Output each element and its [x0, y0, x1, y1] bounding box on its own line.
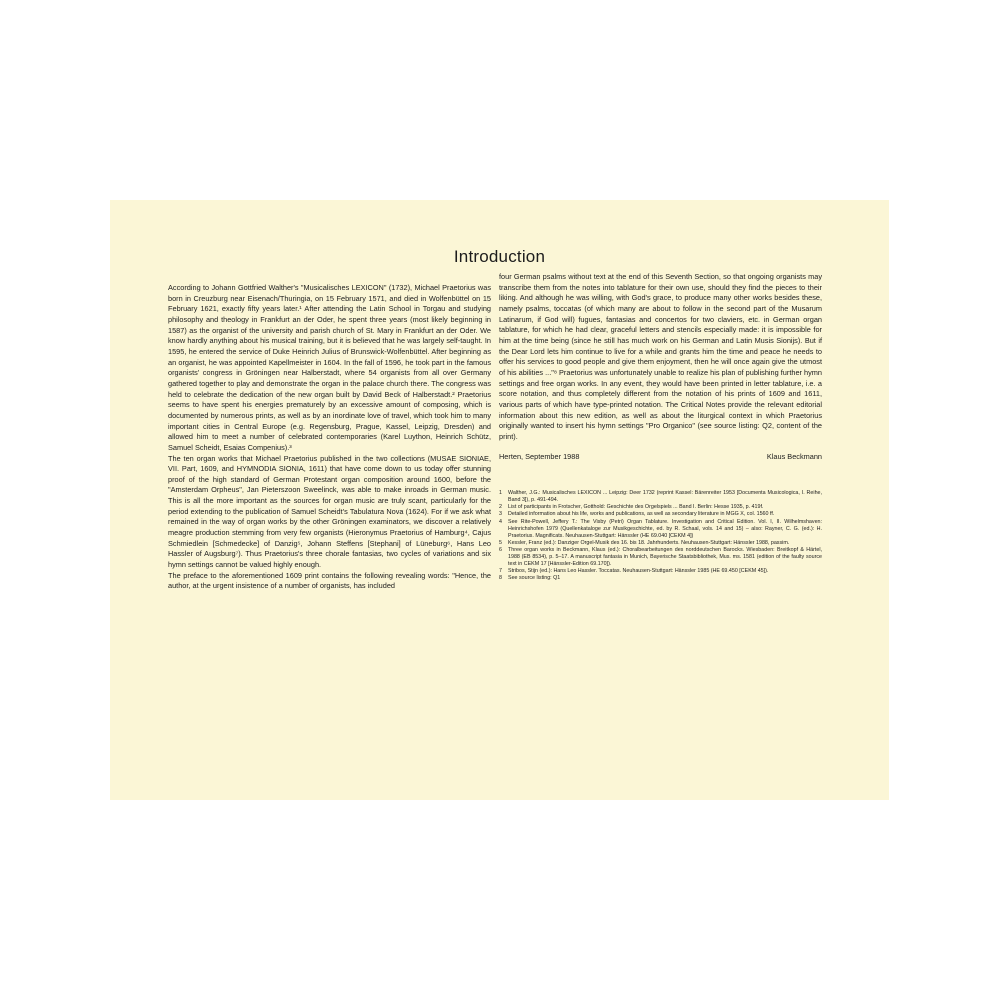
footnote — [499, 547, 822, 568]
footnotes — [499, 490, 822, 582]
footnote-number: 5 — [499, 539, 502, 546]
footnote-text: Walther, J.G.: Musicalisches LEXICON ... Leipzig: Deer 1732 (reprint Kassel: Bärenreiter 1953 [Documenta Musicologica, I. Reihe, Band 3]), p. 491-494. — [508, 490, 822, 504]
right-column — [499, 272, 822, 582]
footnote-text: Stribos, Stijn (ed.): Hans Leo Hassler. Toccatas. Neuhausen-Stuttgart: Hänssler 1985 (HE 69.450 [CEKM 45]). — [508, 568, 769, 575]
footnote-text: Detailed information about his life, works and publications, as well as secondary literature in MGG X, col. 1560 ff. — [508, 511, 775, 518]
footnote-text: Three organ works in Beckmann, Klaus (ed.): Choralbearbeitungen des norddeutschen Barocks. Wiesbaden: Breitkopf & Härtel, 1988 (EB 8534), p. 5–17. A manuscript fantasia in Munich, Bayerische Staatsbibliothek, Mus. ms. 1581 (edition of the faulty source text in CEKM 17 [Hänssler-Edition 69.170]). — [508, 546, 822, 568]
paragraph-preface: The preface to the aforementioned 1609 print contains the following revealing words: "Hence, the author, at the urgent insistence of a number of organists, has included — [168, 570, 491, 591]
footnote-number: 6 — [499, 546, 502, 553]
document-page — [110, 200, 889, 800]
footnote — [499, 568, 822, 575]
footnote — [499, 511, 822, 518]
page-title: Introduction — [453, 247, 546, 266]
footnote-number: 2 — [499, 504, 502, 511]
signature-author: Klaus Beckmann — [766, 451, 822, 461]
footnote — [499, 504, 822, 511]
footnote — [499, 540, 822, 547]
footnote — [499, 490, 822, 504]
footnote-text: Kessler, Franz (ed.): Danziger Orgel-Musik des 16. bis 18. Jahrhunderts. Neuhausen-Stuttgart: Hänssler 1988, passim. — [508, 539, 790, 546]
paragraph-organ-works: The ten organ works that Michael Praetorius published in the two collections (MUSAE SIONIAE, VII. Part, 1609, and HYMNODIA SIONIA, 1611) that have come down to us today offer stunning proof of the high standard of German Protestant organ composition around 1600, before the "Amsterdam Orpheus", Jan Pieterszoon Sweelinck, was able to make inroads in German music. This is all the more important as the sources for organ music are truly scant, particularly for the period extending to the publication of Samuel Scheidt's Tabulatura Nova (1624). For if we ask what remained in the way of organ works by the other Gröningen examinators, we discover a relatively meagre production stemming from very few organists (Hieronymus Praetorius of Hamburg⁴, Cajus Schmiedlein [Schmedecke] of Danzig⁵, Johann Steffens [Stephani] of Lüneburg⁶, Hans Leo Hassler of Augsburg⁷). Thus Praetorius's three chorale fantasias, two cycles of variations and six hymn settings cannot be valued highly enough. — [168, 453, 491, 570]
footnote-text: See source listing: Q1 — [508, 575, 561, 582]
footnote-text: See Rite-Powell, Jeffery T.: The Visby (Petri) Organ Tablature. Investigation and Critical Edition. Vol. I, II. Wilhelmshaven: Heinrichshofen 1979 (Quellenkataloge zur Musikgeschichte, ed. by R. Schaal, vols. 14 and 15) – also: Rayner, C. G. (ed.): H. Praetorius. Magnificats. Neuhausen-Stuttgart: Hänssler (HE 69.040 [CEKM 4]) — [508, 518, 822, 539]
footnote-number: 4 — [499, 518, 502, 525]
footnote — [499, 519, 822, 540]
paragraph-preface-continued: four German psalms without text at the end of this Seventh Section, so that ongoing organists may transcribe them from the notes into tablature for their own use, should they find the pieces to their liking. And although he was willing, with God's grace, to produce many other works besides these, namely psalms, toccatas (of which many are about to follow in the second part of the Musarum Latinarum, if God will) fugues, fantasias and concertos for two claviers, etc. in German organ tablature, for which he had clear, graceful letters and stencils especially made: it is impossible for him at the time being (since he still has much work on his German and Latin Musis Sionijs). But if the Dear Lord lets him continue to live for a while and grants him the time and peace he needs to offer his services to good people and give them enjoyment, then he will once again give the utmost of his abilities ..."⁸ Praetorius was unfortunately unable to realize his plan of publishing further hymn settings and free organ works. In any event, they would have been printed in letter tablature, i.e. a score notation, and thus completely different from the notation of his prints of 1609 and 1611, various parts of which have type-printed notation. The Critical Notes provide the relevant editorial information about this new edition, as well as about the liturgical context in which Praetorius originally wanted to insert his hymn settings "Pro Organico" (see source listing: Q2, content of the print). — [499, 272, 822, 441]
signature-line — [499, 452, 822, 463]
left-column — [168, 283, 491, 592]
footnote — [499, 575, 822, 582]
paragraph-biography: According to Johann Gottfried Walther's "Musicalisches LEXICON" (1732), Michael Praetorius was born in Creuzburg near Eisenach/Thuringia, on 15 February 1571, and died in Wolfenbüttel on 15 February 1621, exactly fifty years later.¹ After attending the Latin School in Torgau and studying philosophy and theology in Frankfurt an der Oder, he spent three years (most likely beginning in 1587) as the organist of the university and parish church of St. Mary in Frankfurt an der Oder. We know hardly anything about his musical training, but it is believed that he was largely self-taught. In 1595, he entered the service of Duke Heinrich Julius of Brunswick-Wolfenbüttel. After beginning as an organist, he was appointed Kapellmeister in 1604. In the fall of 1596, he took part in the famous organists' congress in Gröningen near Halberstadt, where 54 organists from all over Germany gathered together to play and demonstrate the organ in the palace church there. The congress was held to celebrate the dedication of the new organ built by David Beck of Halberstadt.² Praetorius seems to have spent his energies prematurely by an excessive amount of composing, which is documented by numerous prints, as well as by an inordinate love of travel, which took him to many important cities in Central Europe (e.g. Regensburg, Prague, Kassel, Leipzig, Dresden) and allowed him to meet a number of celebrated contemporaries (Karel Luython, Heinrich Schütz, Samuel Scheidt, Esaias Compenius).³ — [168, 283, 491, 452]
footnote-number: 3 — [499, 511, 502, 518]
footnote-number: 1 — [499, 490, 502, 497]
footnote-number: 8 — [499, 575, 502, 582]
footnote-text: List of participants in Frotscher, Gotthold: Geschichte des Orgelspiels ... Band I. Berlin: Hesse 1935, p. 419f. — [508, 504, 764, 511]
signature-place-date: Herten, September 1988 — [499, 451, 580, 461]
footnote-number: 7 — [499, 568, 502, 575]
